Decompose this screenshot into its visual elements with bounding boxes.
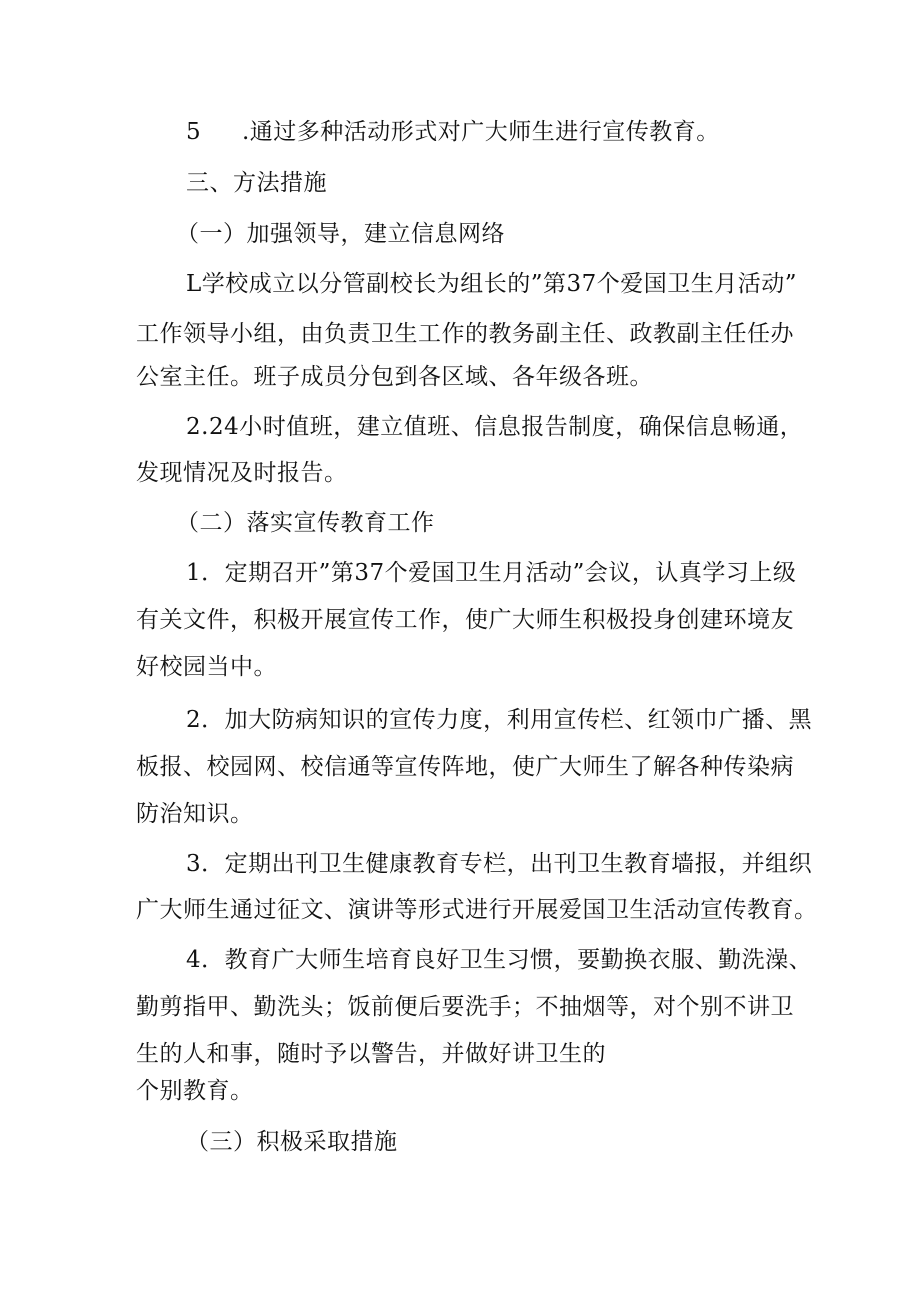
paragraph-line: 板报、校园网、校信通等宣传阵地，使广大师生了解各种传染病: [136, 754, 794, 780]
paragraph-line: L学校成立以分管副校长为组长的”第37个爱国卫生月活动”: [186, 271, 798, 297]
section-heading-methods: 三、方法措施: [186, 170, 327, 196]
paragraph-line: 发现情况及时报告。: [136, 460, 348, 486]
paragraph-line: 个别教育。: [136, 1078, 254, 1104]
paragraph-line: 勤剪指甲、勤洗头；饭前便后要洗手；不抽烟等，对个别不讲卫: [136, 994, 794, 1020]
paragraph-line: 工作领导小组，由负责卫生工作的教务副主任、政教副主任任办: [136, 321, 794, 347]
paragraph-line: 生的人和事，随时予以警告，并做好讲卫生的: [136, 1041, 606, 1067]
paragraph-line: 防治知识。: [136, 801, 254, 827]
paragraph-line: 4．教育广大师生培育良好卫生习惯，要勤换衣服、勤洗澡、: [186, 947, 813, 973]
item-text: .通过多种活动形式对广大师生进行宣传教育。: [242, 119, 720, 145]
paragraph-line-item-5: [186, 117, 720, 147]
subheading-publicity: （二）落实宣传教育工作: [176, 510, 435, 536]
paragraph-line: 3．定期出刊卫生健康教育专栏，出刊卫生教育墙报，并组织: [186, 851, 813, 877]
paragraph-line: 2.24小时值班，建立值班、信息报告制度，确保信息畅通，: [186, 414, 804, 440]
paragraph-line: 公室主任。班子成员分包到各区域、各年级各班。: [136, 364, 653, 390]
paragraph-line: 1．定期召开”第37个爱国卫生月活动”会议，认真学习上级: [186, 560, 797, 586]
paragraph-line: 2．加大防病知识的宣传力度，利用宣传栏、红领巾广播、黑: [186, 707, 813, 733]
subheading-leadership: （一）加强领导，建立信息网络: [176, 221, 505, 247]
paragraph-line: 广大师生通过征文、演讲等形式进行开展爱国卫生活动宣传教育。: [136, 897, 818, 923]
item-number: 5: [186, 119, 202, 145]
paragraph-line: 有关文件，积极开展宣传工作，使广大师生积极投身创建环境友: [136, 607, 794, 633]
paragraph-line: 好校园当中。: [136, 654, 277, 680]
subheading-measures: （三）积极采取措施: [186, 1129, 398, 1155]
